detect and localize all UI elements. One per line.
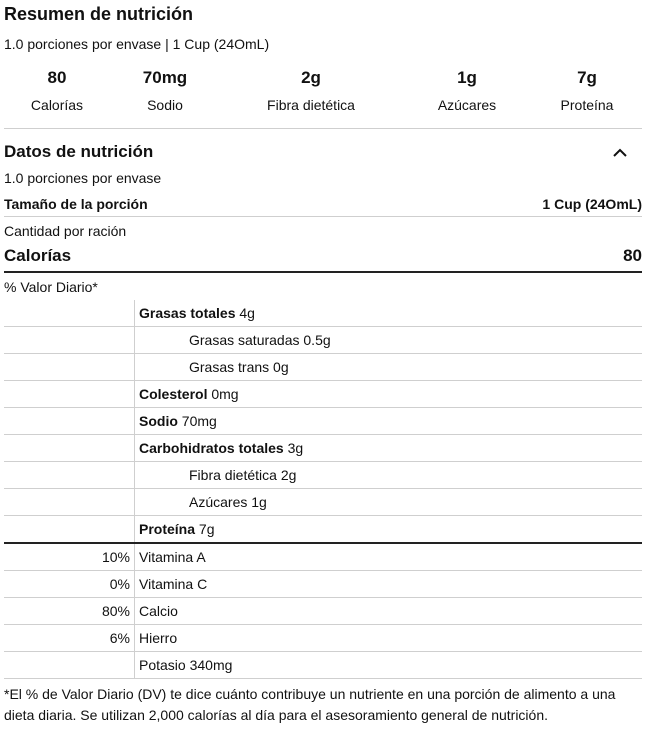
nutrient-cell [135,327,643,354]
dv-cell [4,489,135,516]
stat-label: Fibra dietética [267,97,355,113]
summary-title: Resumen de nutrición [4,4,194,24]
vitamin-name: Hierro [135,625,643,652]
stat-label: Sodio [147,97,183,113]
nutrient-name: Proteína [139,521,196,537]
nutrient-name: Sodio [139,413,178,429]
table-row [4,300,642,327]
nutrient-cell [135,516,643,543]
dv-header: % Valor Diario* [4,279,98,295]
stat-fiber [246,68,376,114]
portion-value: 1 Cup (24OmL) [542,196,642,212]
calories-label: Calorías [4,246,72,265]
vitamin-name: Vitamina A [135,544,643,571]
nutrient-amount: 0g [273,359,289,375]
nutrient-amount: 70mg [181,413,217,429]
nutrient-name: Fibra dietética [189,467,277,483]
table-row [4,516,642,543]
nutrient-cell [135,408,643,435]
nutrient-name: Colesterol [139,386,208,402]
stat-value: 2g [301,68,321,87]
nutrient-table [4,300,642,542]
table-row [4,327,642,354]
stat-label: Azúcares [437,97,497,113]
stat-sugars [402,68,532,114]
table-row [4,598,642,625]
dv-footnote: *El % de Valor Diario (DV) te dice cuánto contribuye un nutriente en una porción de alimento a una dieta diaria. Se utilizan 2,000 calorías al día para el asesoramiento general de nutrición. [4,686,616,723]
table-row [4,489,642,516]
dv-cell [4,327,135,354]
divider [4,216,642,217]
nutrient-name: Grasas saturadas [189,332,300,348]
portion-label: Tamaño de la porción [4,196,148,212]
facts-title: Datos de nutrición [4,142,154,161]
nutrient-cell [135,435,643,462]
stat-value: 7g [577,68,597,87]
vitamin-name: Vitamina C [135,571,643,598]
dv-cell [4,300,135,327]
dv-cell: 80% [4,598,135,625]
table-row [4,435,642,462]
dv-cell [4,408,135,435]
table-row [4,381,642,408]
nutrient-cell [135,489,643,516]
nutrient-name: Grasas trans [189,359,270,375]
table-row [4,571,642,598]
amount-per-serving: Cantidad por ración [4,223,127,239]
thick-divider [4,271,642,273]
table-row [4,354,642,381]
table-row [4,652,642,679]
stat-value: 80 [47,68,67,87]
nutrient-amount: 7g [198,521,215,537]
stat-value: 1g [457,68,477,87]
nutrient-name: Carbohidratos totales [139,440,284,456]
collapse-toggle[interactable] [610,143,630,163]
vitamin-table [4,544,642,679]
dv-cell [4,516,135,543]
stat-label: Calorías [30,97,84,113]
stat-label: Proteína [560,97,614,113]
stat-value: 70mg [142,68,188,87]
dv-cell [4,652,135,679]
stat-protein [522,68,651,114]
table-row [4,625,642,652]
nutrient-name: Azúcares [189,494,248,510]
table-row [4,462,642,489]
dv-cell [4,462,135,489]
nutrient-amount: 2g [280,467,297,483]
vitamin-name: Potasio 340mg [135,652,643,679]
calories-value: 80 [623,246,642,265]
chevron-up-icon [610,143,630,163]
dv-cell: 10% [4,544,135,571]
table-row [4,408,642,435]
dv-cell: 6% [4,625,135,652]
nutrient-amount: 0mg [211,386,239,402]
nutrient-cell [135,381,643,408]
nutrient-amount: 0.5g [303,332,331,348]
servings-per-container: 1.0 porciones por envase [4,170,162,186]
dv-cell [4,381,135,408]
divider [4,128,642,129]
dv-cell [4,354,135,381]
vitamin-name: Calcio [135,598,643,625]
nutrient-amount: 1g [251,494,267,510]
dv-cell [4,435,135,462]
nutrient-amount: 4g [239,305,255,321]
stat-sodium [100,68,230,114]
dv-cell: 0% [4,571,135,598]
nutrient-cell [135,354,643,381]
table-row [4,544,642,571]
serving-summary: 1.0 porciones por envase | 1 Cup (24OmL) [4,36,270,52]
nutrient-cell [135,462,643,489]
nutrient-cell [135,300,643,327]
nutrient-name: Grasas totales [139,305,236,321]
nutrient-amount: 3g [287,440,304,456]
